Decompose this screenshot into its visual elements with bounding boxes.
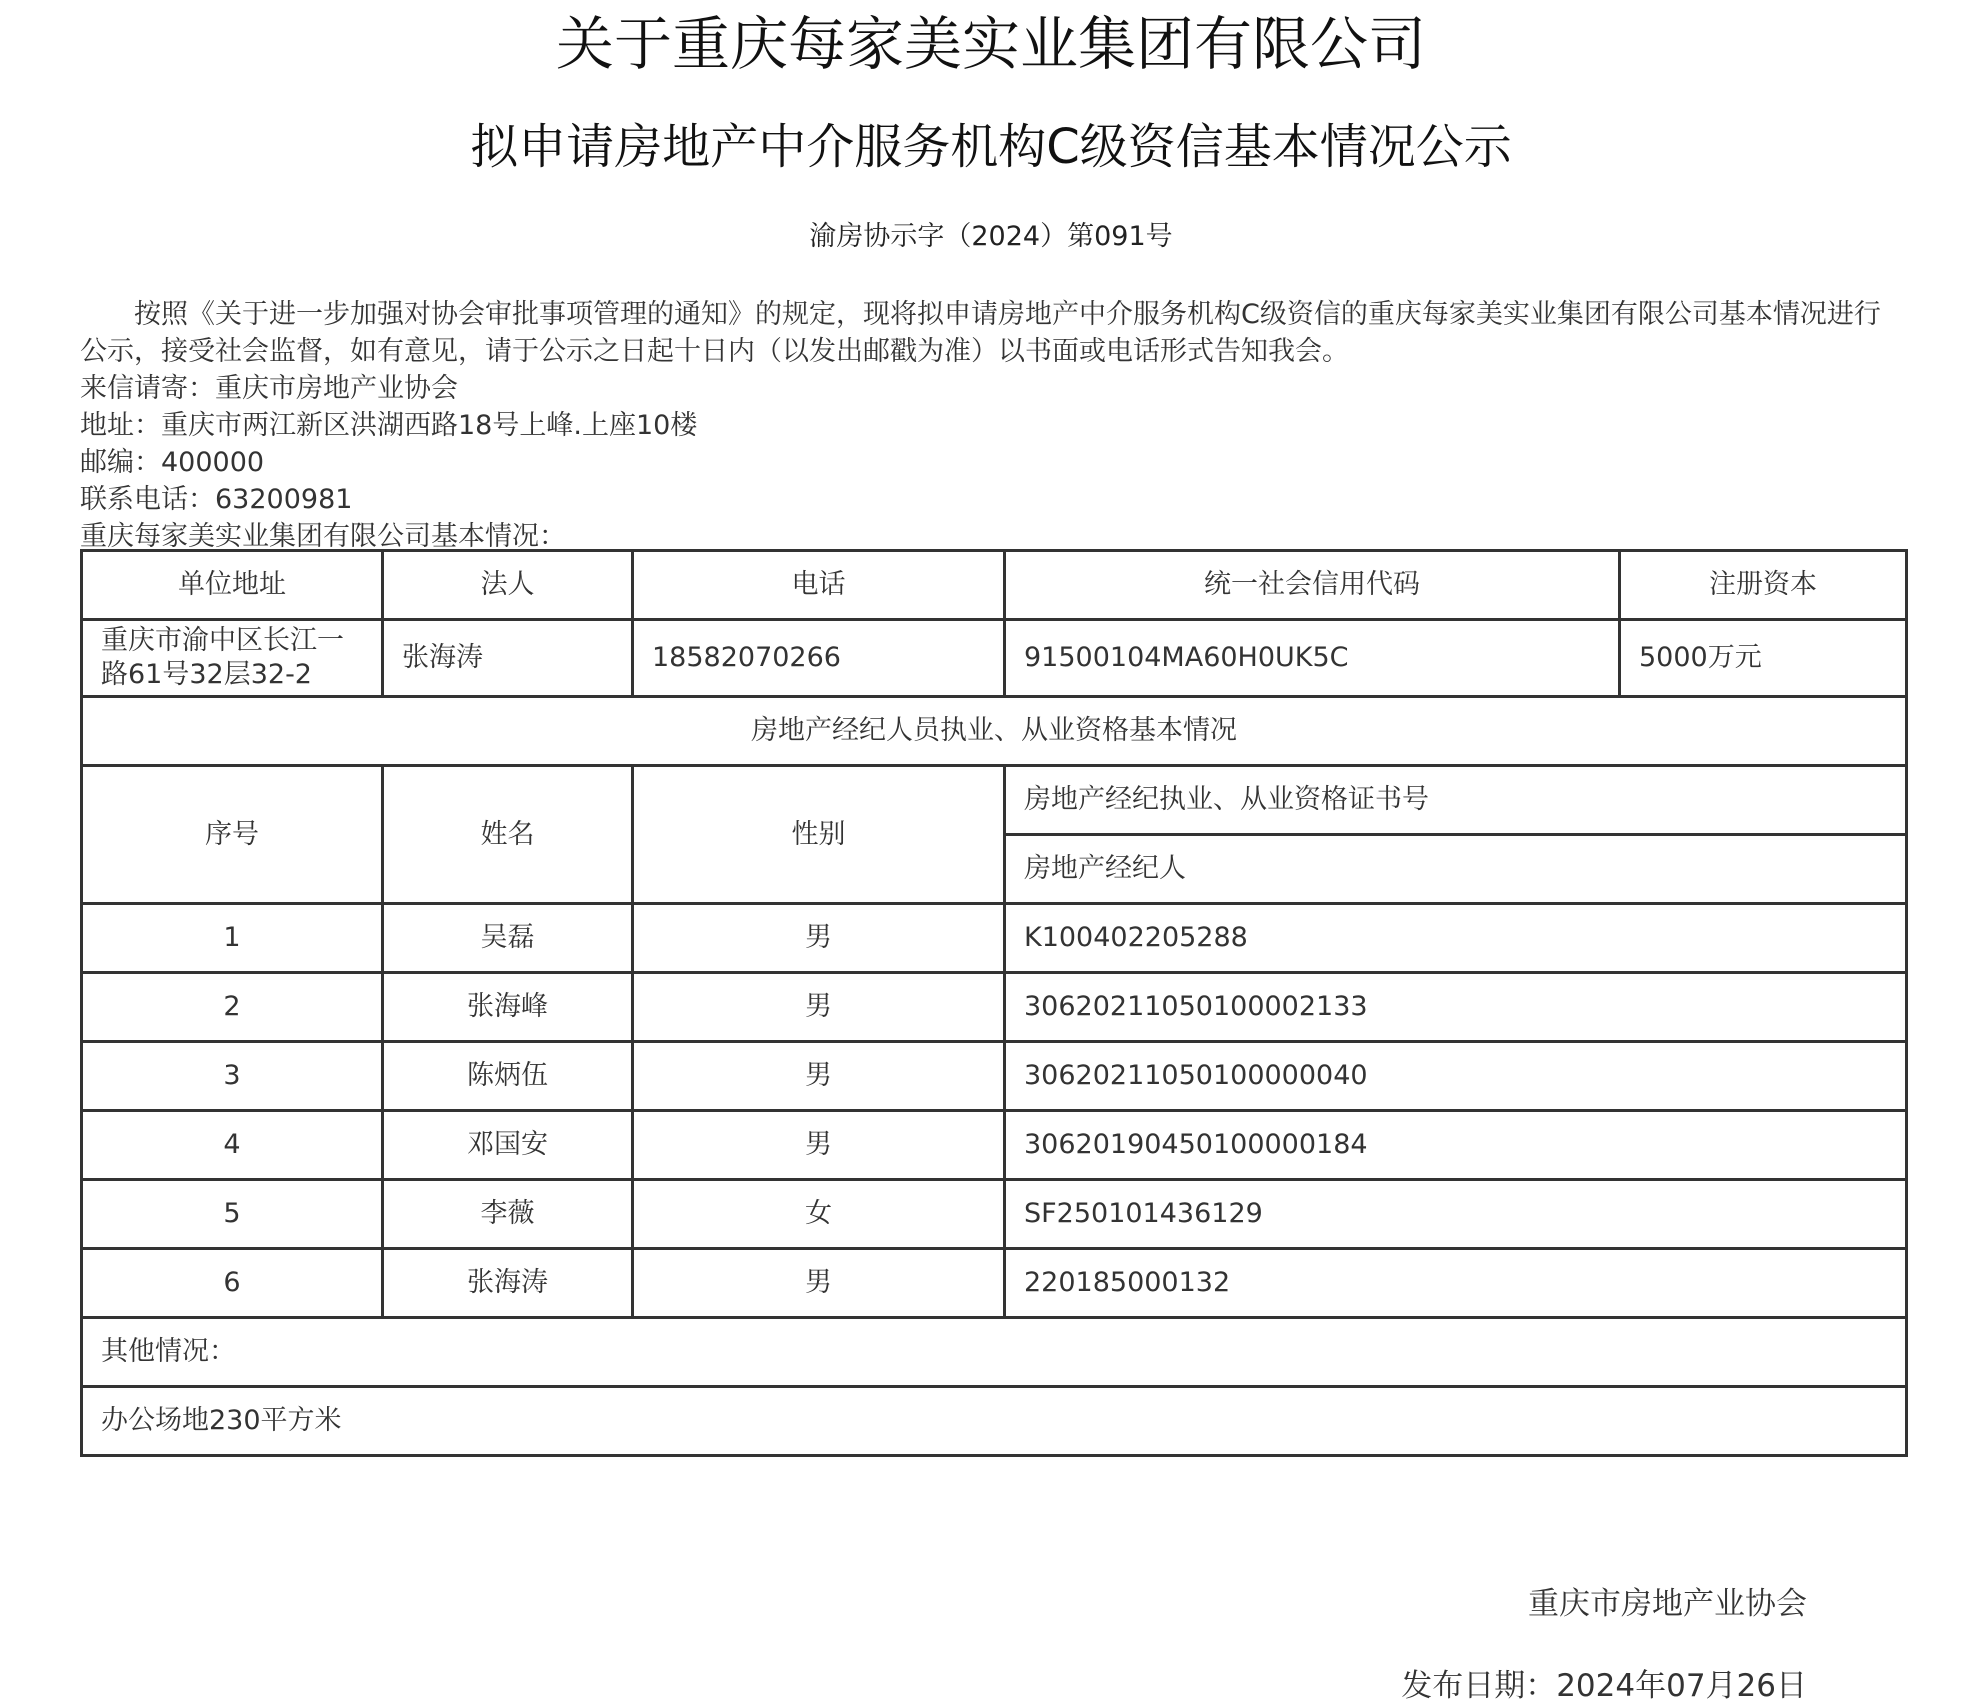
staff-cert: SF250101436129 bbox=[1005, 1180, 1907, 1249]
staff-seq: 6 bbox=[82, 1249, 383, 1318]
intro-paragraph: 按照《关于进一步加强对协会审批事项管理的通知》的规定，现将拟申请房地产中介服务机构C级资信的重庆每家美实业集团有限公司基本情况进行公示，接受社会监督，如有意见，请于公示之日起十日内（以发出邮戳为准）以书面或电话形式告知我会。 bbox=[80, 299, 1881, 367]
issuer-org: 重庆市房地产业协会 bbox=[1528, 1586, 1807, 1622]
header-unit-address: 单位地址 bbox=[82, 551, 383, 620]
table-row bbox=[82, 1180, 1907, 1249]
header-gender: 性别 bbox=[633, 766, 1005, 904]
postcode-label: 邮编： bbox=[80, 447, 161, 478]
staff-gender: 男 bbox=[633, 973, 1005, 1042]
address-value: 重庆市两江新区洪湖西路18号上峰.上座10楼 bbox=[161, 410, 698, 441]
staff-seq: 2 bbox=[82, 973, 383, 1042]
other-value: 办公场地230平方米 bbox=[82, 1387, 1907, 1456]
staff-gender: 男 bbox=[633, 1249, 1005, 1318]
company-credit-code: 91500104MA60H0UK5C bbox=[1005, 620, 1620, 697]
staff-cert: K100402205288 bbox=[1005, 904, 1907, 973]
table-row bbox=[82, 1042, 1907, 1111]
publish-date: 发布日期：2024年07月26日 bbox=[1401, 1668, 1807, 1704]
company-address: 重庆市渝中区长江一路61号32层32-2 bbox=[82, 620, 383, 697]
other-label-row bbox=[82, 1318, 1907, 1387]
header-credit-code: 统一社会信用代码 bbox=[1005, 551, 1620, 620]
staff-name: 李薇 bbox=[383, 1180, 633, 1249]
postcode-line bbox=[80, 444, 264, 481]
staff-seq: 1 bbox=[82, 904, 383, 973]
phone-line bbox=[80, 481, 352, 518]
staff-header-row bbox=[82, 766, 1907, 835]
phone-value: 63200981 bbox=[215, 484, 353, 515]
staff-gender: 男 bbox=[633, 904, 1005, 973]
staff-name: 张海峰 bbox=[383, 973, 633, 1042]
company-header-row bbox=[82, 551, 1907, 620]
staff-cert: 220185000132 bbox=[1005, 1249, 1907, 1318]
table-row bbox=[82, 1249, 1907, 1318]
address-label: 地址： bbox=[80, 410, 161, 441]
header-legal-person: 法人 bbox=[383, 551, 633, 620]
header-cert-agent: 房地产经纪人 bbox=[1005, 835, 1907, 904]
document-subtitle: 拟申请房地产中介服务机构C级资信基本情况公示 bbox=[470, 119, 1512, 175]
staff-section-title: 房地产经纪人员执业、从业资格基本情况 bbox=[82, 697, 1907, 766]
info-table bbox=[80, 549, 1908, 1457]
table-row bbox=[82, 973, 1907, 1042]
header-registered-capital: 注册资本 bbox=[1620, 551, 1907, 620]
company-data-row bbox=[82, 620, 1907, 697]
staff-seq: 5 bbox=[82, 1180, 383, 1249]
address-line bbox=[80, 407, 697, 444]
header-name: 姓名 bbox=[383, 766, 633, 904]
other-label: 其他情况： bbox=[82, 1318, 1907, 1387]
staff-name: 张海涛 bbox=[383, 1249, 633, 1318]
staff-gender: 男 bbox=[633, 1042, 1005, 1111]
table-row bbox=[82, 1111, 1907, 1180]
mail-to-label: 来信请寄： bbox=[80, 373, 215, 404]
staff-name: 邓国安 bbox=[383, 1111, 633, 1180]
table-row bbox=[82, 904, 1907, 973]
staff-cert: 30620211050100000040 bbox=[1005, 1042, 1907, 1111]
staff-section-row bbox=[82, 697, 1907, 766]
staff-name: 陈炳伍 bbox=[383, 1042, 633, 1111]
staff-gender: 女 bbox=[633, 1180, 1005, 1249]
mail-to-line bbox=[80, 370, 458, 407]
mail-to-value: 重庆市房地产业协会 bbox=[215, 373, 458, 404]
staff-seq: 4 bbox=[82, 1111, 383, 1180]
staff-seq: 3 bbox=[82, 1042, 383, 1111]
company-section-label: 重庆每家美实业集团有限公司基本情况： bbox=[80, 521, 566, 552]
header-seq: 序号 bbox=[82, 766, 383, 904]
postcode-value: 400000 bbox=[161, 447, 265, 478]
staff-gender: 男 bbox=[633, 1111, 1005, 1180]
phone-label: 联系电话： bbox=[80, 484, 215, 515]
company-registered-capital: 5000万元 bbox=[1620, 620, 1907, 697]
document-title: 关于重庆每家美实业集团有限公司 bbox=[555, 10, 1426, 78]
staff-cert: 30620190450100000184 bbox=[1005, 1111, 1907, 1180]
document-number: 渝房协示字（2024）第091号 bbox=[809, 221, 1173, 252]
company-legal-person: 张海涛 bbox=[383, 620, 633, 697]
staff-cert: 30620211050100002133 bbox=[1005, 973, 1907, 1042]
header-phone: 电话 bbox=[633, 551, 1005, 620]
staff-name: 吴磊 bbox=[383, 904, 633, 973]
header-cert-number: 房地产经纪执业、从业资格证书号 bbox=[1005, 766, 1907, 835]
other-value-row bbox=[82, 1387, 1907, 1456]
company-phone: 18582070266 bbox=[633, 620, 1005, 697]
